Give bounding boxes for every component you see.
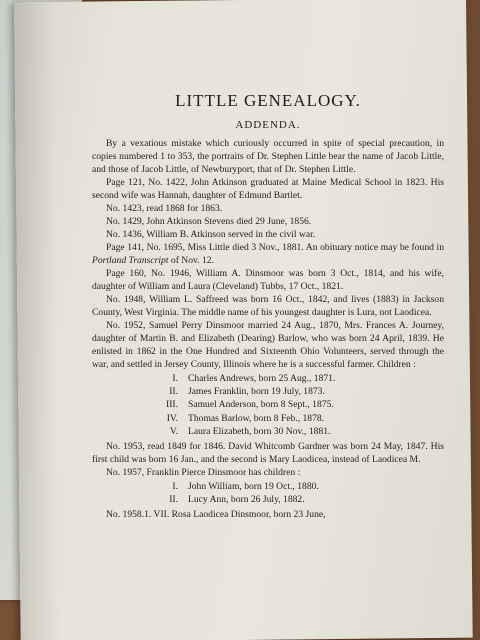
section-heading: ADDENDA. (235, 119, 301, 131)
children-list (152, 480, 444, 506)
page-title: LITTLE GENEALOGY. (175, 91, 361, 110)
paragraph-truncated: No. 1958.1. VII. Rosa Laodicea Dinsmoor, born 23 June, (106, 509, 326, 521)
paragraph: No. 1948, William L. Saffreed was born 16 Oct., 1842, and lives (1883) in Jackson County, West Virginia. The middle name of his youngest daughter is Lura, not Laodicea. (92, 294, 444, 318)
list-text: Thomas Barlow, born 8 Feb., 1878. (188, 412, 325, 424)
list-item (152, 398, 444, 411)
list-item (152, 385, 444, 398)
paragraph: No. 1952, Samuel Perry Dinsmoor married 24 Aug., 1870, Mrs. Frances A. Journey, daughter of Martin B. and Elizabeth (Dearing) Barlow, who was born 24 April, 1839. He enlisted in 1862 in the One Hundred and Sixteenth Ohio Volunteers, served through the war, and settled in Jersey County, Illinois where he is a successful farmer. Children : (92, 320, 444, 370)
paragraph: Page 160, No. 1946, William A. Dinsmoor was born 3 Oct., 1814, and his wife, daughter of William and Laura (Cleveland) Tubbs, 17 Oct., 1821. (92, 268, 444, 292)
children-list (152, 372, 444, 438)
list-text: Samuel Anderson, born 8 Sept., 1875. (188, 399, 334, 411)
paragraph: No. 1429, John Atkinson Stevens died 29 June, 1856. (106, 216, 312, 227)
list-text: Laura Elizabeth, born 30 Nov., 1881. (188, 425, 331, 437)
page-gutter-shadow (14, 2, 61, 640)
paragraph (92, 241, 444, 267)
italic-publication: Portland Transcript (92, 255, 169, 266)
list-text: James Franklin, born 19 July, 1873. (188, 386, 325, 398)
list-text: John William, born 19 Oct., 1880. (188, 481, 319, 493)
paragraph: By a vexatious mistake which curiously occurred in spite of special precaution, in copies numbered 1 to 353, the portraits of Dr. Stephen Little bear the name of Jacob Little, and those of Jacob Little, of Newburyport, that of Dr. Stephen Little. (92, 138, 444, 175)
list-item (152, 412, 444, 425)
paragraph: No. 1436, William B. Atkinson served in the civil war. (106, 229, 316, 240)
list-numeral: II. (169, 494, 178, 506)
list-item (152, 425, 444, 438)
list-numeral: III. (166, 399, 178, 411)
paragraph-text: of Nov. 12. (168, 255, 214, 266)
paragraph: Page 121, No. 1422, John Atkinson graduated at Maine Medical School in 1823. His second wife was Hannah, daughter of Edmund Bartlet. (92, 177, 444, 201)
list-numeral: II. (169, 386, 178, 398)
list-item (152, 480, 444, 493)
paragraph: No. 1953, read 1849 for 1846. David Whitcomb Gardner was born 24 May, 1847. His first child was born 16 Jan., and the second is Mary Laodicea, instead of Laodicea M. (92, 441, 444, 466)
list-text: Lucy Ann, born 26 July, 1882. (188, 494, 305, 506)
list-text: Charles Andrews, born 25 Aug., 1871. (188, 373, 336, 384)
list-numeral: I. (172, 373, 178, 384)
list-item (152, 493, 444, 506)
list-item (152, 372, 444, 385)
paragraph: No. 1423, read 1868 for 1863. (106, 203, 223, 214)
list-numeral: I. (172, 481, 178, 493)
list-numeral: IV. (166, 412, 178, 424)
paragraph-text: Page 141, No. 1695, Miss Little died 3 Nov., 1881. An obituary notice may be found in (106, 242, 444, 253)
list-numeral: V. (169, 425, 178, 437)
paragraph: No. 1957, Franklin Pierce Dinsmoor has children : (106, 467, 301, 479)
page-content (92, 91, 444, 521)
